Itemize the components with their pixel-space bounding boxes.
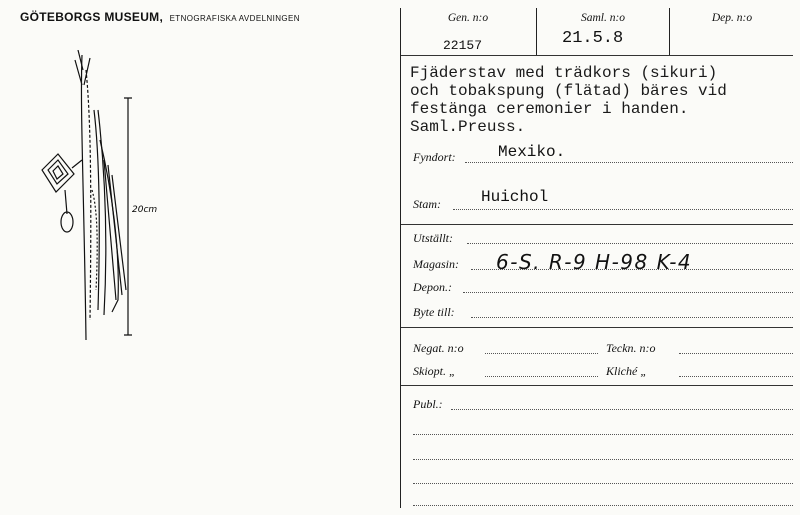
negat-label: Negat. n:o <box>413 341 464 355</box>
dotted-line <box>413 504 793 506</box>
description-line: Fjäderstav med trädkors (sikuri) <box>410 64 718 82</box>
dotted-line <box>413 458 793 460</box>
publ-row <box>413 396 793 412</box>
department-name: ETNOGRAFISKA AVDELNINGEN <box>169 14 300 23</box>
publ-dotted-line <box>451 408 793 410</box>
description-line: festänga ceremonier i handen. <box>410 100 689 118</box>
negat-row <box>413 340 793 356</box>
saml-label: Saml. n:o <box>580 12 626 24</box>
byte-label: Byte till: <box>413 305 455 319</box>
gen-number-box <box>401 8 535 55</box>
object-sketch <box>20 50 210 350</box>
fyndort-label: Fyndort: <box>413 150 456 164</box>
gen-label: Gen. n:o <box>447 12 489 24</box>
publ-label: Publ.: <box>413 397 443 411</box>
publ-continuation-line <box>413 446 793 462</box>
utstallt-row <box>413 230 793 246</box>
dep-number-box <box>669 8 794 55</box>
skiopt-dotted-line <box>485 375 598 377</box>
magasin-dotted-line <box>471 268 793 270</box>
publ-continuation-line <box>413 421 793 437</box>
magasin-row <box>413 250 793 274</box>
lower-divider <box>401 327 793 328</box>
dep-label: Dep. n:o <box>711 12 753 24</box>
stam-label: Stam: <box>413 197 441 211</box>
byte-dotted-line <box>471 316 793 318</box>
middle-divider <box>401 224 793 225</box>
card-divider <box>400 8 401 508</box>
byte-row <box>413 304 793 320</box>
magasin-label: Magasin: <box>413 257 459 271</box>
fyndort-value: Mexiko. <box>498 143 566 161</box>
saml-number-box <box>536 8 669 55</box>
magasin-value: 6-S. R-9 H-98 K-4 <box>496 250 693 274</box>
depon-label: Depon.: <box>413 280 452 294</box>
publ-continuation-line <box>413 492 793 508</box>
description-line: och tobakspung (flätad) bäres vid <box>410 82 727 100</box>
fyndort-row <box>413 143 793 165</box>
saml-value: 21.5.8 <box>562 29 624 48</box>
kliche-label: Kliché „ <box>606 364 647 378</box>
publ-divider <box>401 385 793 386</box>
utstallt-dotted-line <box>467 242 793 244</box>
stam-value: Huichol <box>481 188 549 206</box>
fyndort-dotted-line <box>465 161 793 163</box>
museum-name: GÖTEBORGS MUSEUM, <box>20 10 164 24</box>
stam-dotted-line <box>453 208 793 210</box>
depon-dotted-line <box>463 291 793 293</box>
utstallt-label: Utställt: <box>413 231 454 245</box>
object-description <box>410 64 795 136</box>
measure-label: 20cm <box>132 205 158 215</box>
dotted-line <box>413 433 793 435</box>
skiopt-row <box>413 363 793 379</box>
kliche-dotted-line <box>679 375 793 377</box>
card-header <box>20 8 300 26</box>
negat-dotted-line <box>485 352 598 354</box>
catalog-number-boxes <box>401 8 793 55</box>
top-divider <box>401 55 793 56</box>
teckn-dotted-line <box>679 352 793 354</box>
depon-row <box>413 279 793 295</box>
teckn-label: Teckn. n:o <box>606 341 656 355</box>
stam-row <box>413 188 793 212</box>
gen-value: 22157 <box>443 38 483 53</box>
skiopt-label: Skiopt. „ <box>413 364 456 378</box>
publ-continuation-line <box>413 470 793 486</box>
dotted-line <box>413 482 793 484</box>
description-line: Saml.Preuss. <box>410 118 526 136</box>
